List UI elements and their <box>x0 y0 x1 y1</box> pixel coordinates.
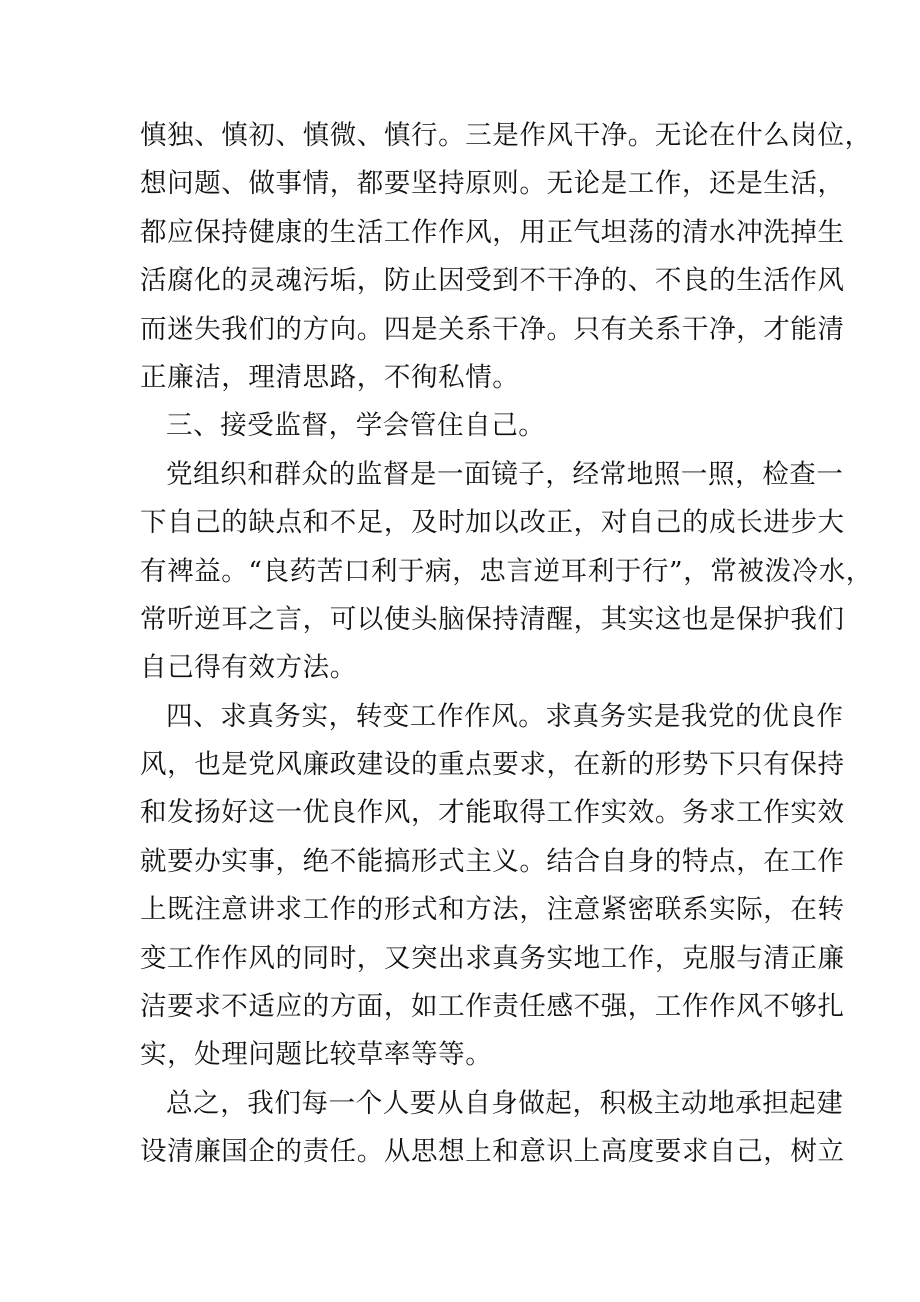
text-line: 和发扬好这一优良作风，才能取得工作实效。务求工作实效 <box>140 797 845 829</box>
text-line: 都应保持健康的生活工作作风，用正气坦荡的清水冲洗掉生 <box>140 216 845 248</box>
text-line: 实，处理问题比较草率等等。 <box>140 1039 493 1071</box>
paragraph-first-line: 总之，我们每一个人要从自身做起，积极主动地承担起建 <box>166 1087 844 1119</box>
text-line: 设清廉国企的责任。从思想上和意识上高度要求自己，树立 <box>140 1136 845 1168</box>
text-line: 变工作作风的同时，又突出求真务实地工作，克服与清正廉 <box>140 942 845 974</box>
text-line: 正廉洁，理清思路，不徇私情。 <box>140 361 520 393</box>
text-line: 就要办实事，绝不能搞形式主义。结合自身的特点，在工作 <box>140 845 845 877</box>
text-line: 慎独、慎初、慎微、慎行。三是作风干净。无论在什么岗位， <box>140 120 872 151</box>
text-line: 活腐化的灵魂污垢，防止因受到不干净的、不良的生活作风 <box>140 265 845 297</box>
text-line: 风，也是党风廉政建设的重点要求，在新的形势下只有保持 <box>140 749 845 781</box>
text-line: 洁要求不适应的方面，如工作责任感不强，工作作风不够扎 <box>140 991 845 1023</box>
text-line: 自己得有效方法。 <box>140 652 357 684</box>
section-heading: 四、求真务实，转变工作作风。求真务实是我党的优良作 <box>166 700 844 732</box>
text-line: 上既注意讲求工作的形式和方法，注意紧密联系实际，在转 <box>140 894 845 926</box>
paragraph-first-line: 党组织和群众的监督是一面镜子，经常地照一照，检查一 <box>166 458 844 490</box>
text-line: 下自己的缺点和不足，及时加以改正，对自己的成长进步大 <box>140 507 845 539</box>
section-heading: 三、接受监督，学会管住自己。 <box>166 410 546 442</box>
text-line: 想问题、做事情，都要坚持原则。无论是工作，还是生活， <box>140 168 845 200</box>
text-line: 有裨益。“良药苦口利于病，忠言逆耳利于行”，常被泼冷水， <box>140 555 873 587</box>
document-body <box>140 112 873 1177</box>
text-line: 常听逆耳之言，可以使头脑保持清醒，其实这也是保护我们 <box>140 603 845 635</box>
text-line: 而迷失我们的方向。四是关系干净。只有关系干净，才能清 <box>140 313 845 345</box>
